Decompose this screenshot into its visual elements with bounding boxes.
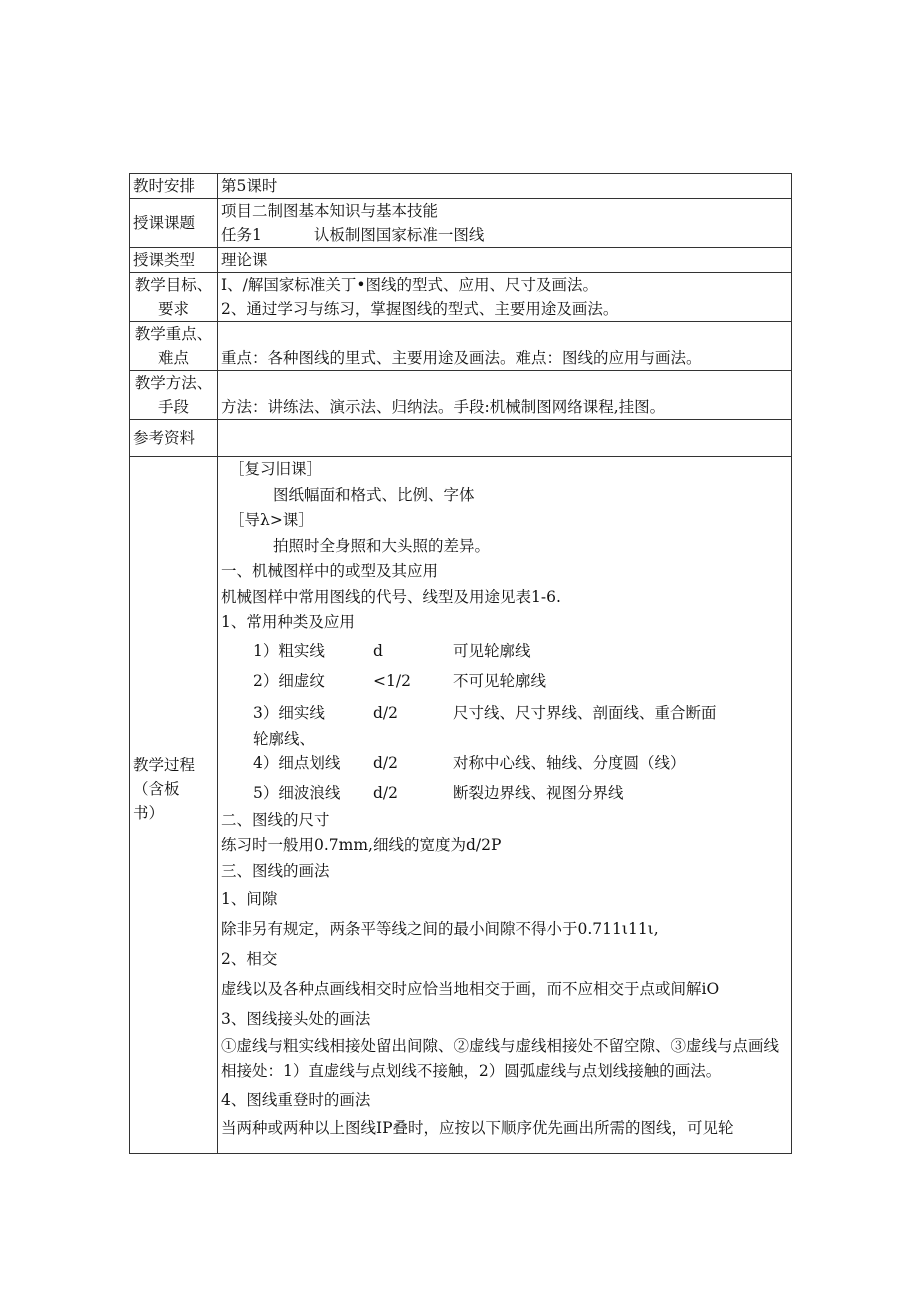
label-goals-1: 教学目标、	[134, 276, 213, 294]
line-type-name: 4）细点划线	[253, 753, 341, 772]
label-goals	[130, 273, 218, 322]
line-type-use: 尺寸线、尺寸界线、剖面线、重合断面	[453, 703, 717, 722]
section3-3-title: 3、图线接头处的画法	[221, 1010, 371, 1028]
label-type: 授课类型	[130, 248, 218, 273]
section3-2-text: 虚线以及各种点画线相交时应恰当地相交于画，而不应相交于点或间解iO	[221, 980, 720, 998]
goals-line2: 2、通过学习与练习，掌握图线的型式、主要用途及画法。	[221, 300, 619, 318]
review-text: 图纸幅面和格式、比例、字体	[273, 485, 475, 504]
label-topic: 授课课题	[130, 199, 218, 248]
row-goals	[130, 273, 792, 322]
row-type	[130, 248, 792, 273]
section2-title: 二、图线的尺寸	[221, 810, 330, 829]
row-topic	[130, 199, 792, 248]
section3-4-title: 4、图线重登时的画法	[221, 1091, 371, 1109]
line-type-name: 2）细虚纹	[253, 671, 325, 690]
line-type-width: d/2	[373, 783, 399, 802]
row-hours	[130, 174, 792, 199]
label-process	[130, 457, 218, 1154]
label-method-2: 手段	[157, 398, 189, 416]
line-type-3-continuation: 轮廓线、	[253, 729, 316, 748]
row-process	[130, 457, 792, 1154]
intro-heading: ［导λ>课］	[229, 511, 314, 529]
label-process-3: 书）	[133, 804, 165, 822]
line-type-width: <1/2	[373, 671, 411, 690]
line-type-name: 3）细实线	[253, 703, 325, 722]
section3-3-text: ①虚线与粗实线相接处留出间隙、②虚线与虚线相接处不留空隙、③虚线与点画线相接处：1）直虚线与点划线不接触，2）圆弧虚线与点划线接触的画法。	[221, 1037, 780, 1080]
label-focus	[130, 322, 218, 371]
label-process-2: （含板	[133, 780, 180, 798]
value-process	[218, 457, 792, 1154]
lesson-plan-table	[129, 173, 792, 1154]
line-type-width: d/2	[373, 753, 399, 772]
section1-title: 一、机械图样中的或型及其应用	[221, 562, 439, 580]
line-type-width: d/2	[373, 703, 399, 722]
goals-line1: I、/解国家标准关丁•图线的型式、应用、尺寸及画法。	[221, 276, 598, 294]
intro-text: 拍照时全身照和大头照的差异。	[273, 536, 491, 555]
section2-text: 练习时一般用0.7mm,细线的宽度为d/2P	[221, 836, 502, 854]
section1-subtitle: 1、常用种类及应用	[221, 613, 355, 631]
line-type-item	[221, 748, 788, 778]
label-refs: 参考资料	[130, 420, 218, 457]
line-type-item	[221, 696, 788, 730]
label-goals-2: 要求	[157, 300, 189, 318]
section3-title: 三、图线的画法	[221, 861, 330, 880]
section3-1-title: 1、间隙	[221, 890, 278, 908]
line-type-name: 1）粗实线	[253, 641, 325, 660]
value-method: 方法：讲练法、演示法、归纳法。手段:机械制图网络课程,挂图。	[218, 371, 792, 420]
review-heading: ［复习旧课］	[229, 460, 323, 478]
line-type-use: 对称中心线、轴线、分度圆（线）	[453, 753, 686, 772]
line-type-width: d	[373, 641, 383, 660]
label-hours: 教时安排	[130, 174, 218, 199]
section1-text: 机械图样中常用图线的代号、线型及用途见表1-6.	[221, 587, 561, 606]
row-method	[130, 371, 792, 420]
section3-2-title: 2、相交	[221, 950, 278, 968]
label-method-1: 教学方法、	[134, 374, 213, 392]
line-type-name: 5）细波浪线	[253, 783, 341, 802]
line-type-item	[221, 666, 788, 696]
section3-1-text: 除非另有规定，两条平等线之间的最小间隙不得小于0.711ι11ι,	[221, 920, 659, 938]
label-process-1: 教学过程	[133, 756, 196, 774]
row-refs	[130, 420, 792, 457]
topic-task: 任务1	[221, 226, 262, 244]
value-refs	[218, 420, 792, 457]
line-type-item	[221, 778, 788, 808]
line-type-use: 不可见轮廓线	[453, 671, 547, 690]
label-focus-1: 教学重点、	[134, 325, 213, 343]
label-method	[130, 371, 218, 420]
value-topic	[218, 199, 792, 248]
line-type-item	[221, 636, 788, 666]
section3-4-text: 当两种或两种以上图线IP叠时，应按以下顺序优先画出所需的图线，可见轮	[221, 1119, 734, 1137]
value-type: 理论课	[218, 248, 792, 273]
topic-line1: 项目二制图基本知识与基本技能	[221, 202, 439, 220]
row-focus	[130, 322, 792, 371]
label-focus-2: 难点	[157, 349, 189, 367]
topic-task-text: 认板制图国家标准一图线	[313, 226, 485, 244]
line-type-use: 断裂边界线、视图分界线	[453, 783, 624, 802]
value-focus: 重点：各种图线的里式、主要用途及画法。难点：图线的应用与画法。	[218, 322, 792, 371]
value-goals	[218, 273, 792, 322]
line-type-use: 可见轮廓线	[453, 641, 531, 660]
topic-line2	[221, 223, 788, 247]
value-hours: 第5课时	[218, 174, 792, 199]
